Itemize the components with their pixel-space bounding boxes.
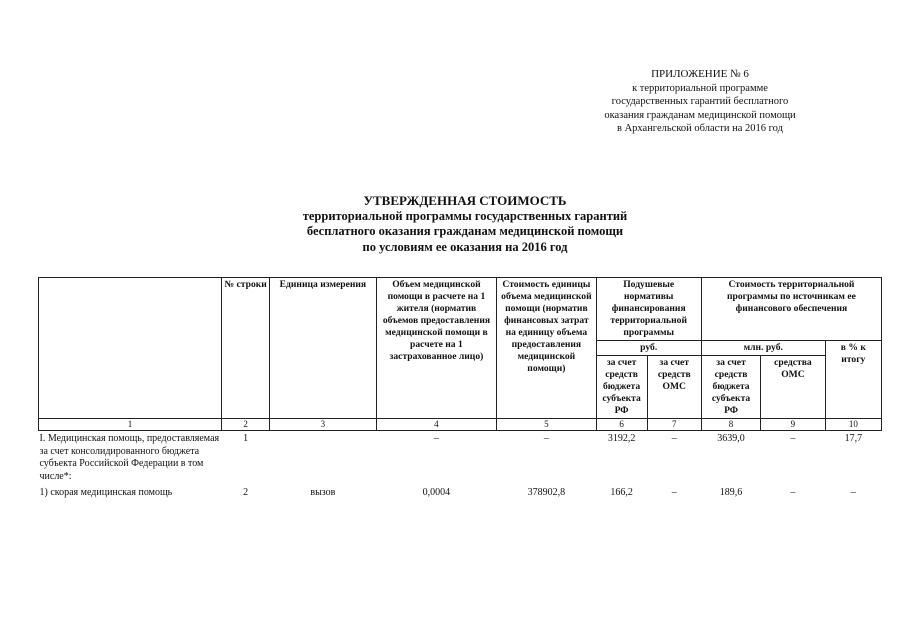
header-mln-rub: млн. руб. (701, 341, 825, 356)
cost-table (38, 277, 882, 502)
row-per-capita-oms: – (671, 433, 677, 444)
row-per-capita-oms: – (671, 487, 677, 498)
column-number: 1 (39, 419, 222, 431)
header-rub: руб. (596, 341, 701, 356)
column-numbers-row (39, 419, 882, 431)
row-percent: – (850, 487, 856, 498)
header-name-cell (39, 278, 222, 419)
title-line: территориальной программы государственных гарантий (302, 208, 628, 223)
header-oms: за счет средств ОМС (647, 356, 701, 419)
column-number: 6 (596, 419, 647, 431)
row-unit-cost: – (543, 433, 549, 444)
header-percent: в % к итогу (825, 341, 881, 419)
table-row (39, 485, 882, 502)
header-unit-cost: Стоимость единицы объема медицинской помощи (норматив финансовых затрат на единицу объема предоставления медицинской помощи) (497, 278, 596, 419)
row-unit-cost: 378902,8 (527, 487, 566, 498)
column-number: 3 (270, 419, 376, 431)
row-name: I. Медицинская помощь, предоставляемая за счет консолидированного бюджета субъекта Российской Федерации в том числе*: (39, 433, 220, 482)
row-cost-oms: – (790, 487, 796, 498)
row-no: 1 (243, 433, 249, 444)
row-name: 1) скорая медицинская помощь (39, 487, 173, 498)
column-number: 7 (647, 419, 701, 431)
document-title (200, 193, 730, 255)
header-volume: Объем медицинской помощи в расчете на 1 жителя (норматив объемов предоставления медицинской помощи в расчете на 1 застрахованное лицо) (376, 278, 497, 419)
row-unit: вызов (310, 487, 336, 498)
row-cost-oms: – (790, 433, 796, 444)
header-row-no: № строки (222, 278, 270, 419)
header-cost: Стоимость территориальной программы по источникам ее финансового обеспечения (701, 278, 881, 341)
column-number: 10 (825, 419, 881, 431)
column-number: 5 (497, 419, 596, 431)
row-no: 2 (243, 487, 249, 498)
row-per-capita-budget: 3192,2 (607, 433, 636, 444)
header-budget-rf-2: за счет средств бюджета субъекта РФ (701, 356, 760, 419)
appendix-line: государственных гарантий бесплатного (611, 96, 789, 107)
row-cost-budget: 3639,0 (717, 433, 745, 444)
appendix-line: в Архангельской области на 2016 год (617, 123, 783, 134)
header-budget-rf: за счет средств бюджета субъекта РФ (596, 356, 647, 419)
appendix-header (545, 68, 855, 136)
appendix-line: к территориальной программе (632, 82, 768, 94)
appendix-line: оказания гражданам медицинской помощи (604, 109, 796, 121)
header-unit: Единица измерения (270, 278, 376, 419)
row-cost-budget: 189,6 (719, 487, 743, 498)
row-volume: 0,0004 (422, 487, 451, 498)
row-per-capita-budget: 166,2 (610, 487, 633, 498)
column-number: 2 (222, 419, 270, 431)
title-line: бесплатного оказания гражданам медицинской помощи (306, 224, 624, 238)
column-number: 9 (761, 419, 825, 431)
row-percent: 17,7 (844, 433, 863, 444)
row-unit (270, 431, 376, 486)
column-number: 4 (376, 419, 497, 431)
row-volume: – (433, 433, 439, 444)
header-per-capita: Подушевые нормативы финансирования территориальной программы (596, 278, 701, 341)
title-main: УТВЕРЖДЕННАЯ СТОИМОСТЬ (363, 193, 567, 208)
title-line: по условиям ее оказания на 2016 год (362, 239, 568, 254)
table-row (39, 431, 882, 486)
appendix-number: ПРИЛОЖЕНИЕ № 6 (651, 68, 749, 80)
header-oms-funds: средства ОМС (761, 356, 825, 419)
column-number: 8 (701, 419, 760, 431)
